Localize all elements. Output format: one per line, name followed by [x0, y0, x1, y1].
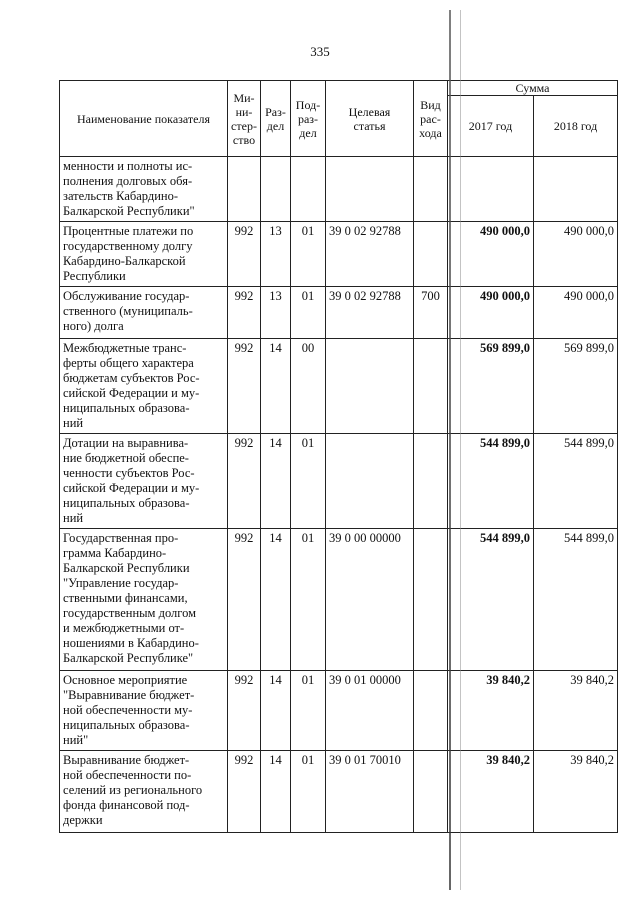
row-name: Обслуживание государ- ственного (муниципаль- ного) долга	[60, 287, 228, 339]
row-section: 14	[261, 529, 291, 671]
header-expense-type: Вид рас- хода	[414, 81, 448, 157]
budget-table	[59, 80, 618, 833]
row-ministry: 992	[228, 751, 261, 833]
row-subsection: 01	[291, 222, 326, 287]
row-sum-2018	[534, 157, 618, 222]
table-body	[60, 157, 618, 833]
table-row	[60, 529, 618, 671]
header-target: Целевая статья	[326, 81, 414, 157]
row-expense-type	[414, 222, 448, 287]
row-sum-2018: 544 899,0	[534, 434, 618, 529]
row-sum-2018: 490 000,0	[534, 222, 618, 287]
header-name: Наименование показателя	[60, 81, 228, 157]
row-expense-type	[414, 751, 448, 833]
row-section: 14	[261, 339, 291, 434]
row-subsection: 01	[291, 751, 326, 833]
row-expense-type	[414, 671, 448, 751]
row-target: 39 0 02 92788	[326, 287, 414, 339]
row-subsection: 01	[291, 529, 326, 671]
header-ministry: Ми- ни- стер- ство	[228, 81, 261, 157]
row-sum-2017: 39 840,2	[448, 751, 534, 833]
row-sum-2017: 544 899,0	[448, 434, 534, 529]
row-sum-2017: 490 000,0	[448, 287, 534, 339]
row-section: 14	[261, 671, 291, 751]
row-ministry: 992	[228, 434, 261, 529]
scan-fold-line-secondary	[460, 10, 461, 890]
header-2017: 2017 год	[448, 96, 534, 157]
row-section	[261, 157, 291, 222]
row-section: 13	[261, 222, 291, 287]
row-ministry: 992	[228, 671, 261, 751]
row-ministry: 992	[228, 287, 261, 339]
row-ministry	[228, 157, 261, 222]
row-subsection: 00	[291, 339, 326, 434]
row-section: 13	[261, 287, 291, 339]
row-sum-2018: 569 899,0	[534, 339, 618, 434]
row-sum-2017: 544 899,0	[448, 529, 534, 671]
row-sum-2017: 490 000,0	[448, 222, 534, 287]
row-name: Государственная про- грамма Кабардино- Балкарской Республики "Управление государ- ственными финансами, государственным долгом и межбюджетными от- ношениями в Кабардино- Балкарской Республике"	[60, 529, 228, 671]
table-row	[60, 157, 618, 222]
row-ministry: 992	[228, 339, 261, 434]
row-name: менности и полноты ис- полнения долговых обя- зательств Кабардино- Балкарской Республики"	[60, 157, 228, 222]
row-ministry: 992	[228, 529, 261, 671]
row-target: 39 0 02 92788	[326, 222, 414, 287]
row-target	[326, 157, 414, 222]
header-sum: Сумма	[448, 81, 618, 96]
row-section: 14	[261, 751, 291, 833]
row-sum-2017: 39 840,2	[448, 671, 534, 751]
row-sum-2018: 39 840,2	[534, 751, 618, 833]
row-subsection: 01	[291, 287, 326, 339]
header-2018: 2018 год	[534, 96, 618, 157]
row-expense-type	[414, 434, 448, 529]
table-row	[60, 434, 618, 529]
row-expense-type	[414, 529, 448, 671]
row-subsection: 01	[291, 671, 326, 751]
row-expense-type	[414, 339, 448, 434]
table-row	[60, 339, 618, 434]
header-subsection: Под- раз- дел	[291, 81, 326, 157]
table-row	[60, 751, 618, 833]
row-name: Основное мероприятие "Выравнивание бюджет- ной обеспеченности му- ниципальных образова- ний"	[60, 671, 228, 751]
scan-fold-line	[449, 10, 451, 890]
table-row	[60, 287, 618, 339]
row-name: Межбюджетные транс- ферты общего характера бюджетам субъектов Рос- сийской Федерации и му- ниципальных образова- ний	[60, 339, 228, 434]
header-section: Раз- дел	[261, 81, 291, 157]
row-target: 39 0 00 00000	[326, 529, 414, 671]
row-target: 39 0 01 00000	[326, 671, 414, 751]
row-expense-type: 700	[414, 287, 448, 339]
row-name: Дотации на выравнива- ние бюджетной обеспе- ченности субъектов Рос- сийской Федерации и му- ниципальных образова- ний	[60, 434, 228, 529]
row-subsection	[291, 157, 326, 222]
row-target	[326, 339, 414, 434]
row-sum-2017: 569 899,0	[448, 339, 534, 434]
table-row	[60, 671, 618, 751]
row-target	[326, 434, 414, 529]
page-number: 335	[310, 44, 330, 59]
row-section: 14	[261, 434, 291, 529]
row-ministry: 992	[228, 222, 261, 287]
row-name: Процентные платежи по государственному долгу Кабардино-Балкарской Республики	[60, 222, 228, 287]
row-sum-2018: 544 899,0	[534, 529, 618, 671]
table-row	[60, 222, 618, 287]
row-expense-type	[414, 157, 448, 222]
row-name: Выравнивание бюджет- ной обеспеченности по- селений из регионального фонда финансовой под- держки	[60, 751, 228, 833]
row-target: 39 0 01 70010	[326, 751, 414, 833]
row-sum-2018: 39 840,2	[534, 671, 618, 751]
row-subsection: 01	[291, 434, 326, 529]
row-sum-2018: 490 000,0	[534, 287, 618, 339]
